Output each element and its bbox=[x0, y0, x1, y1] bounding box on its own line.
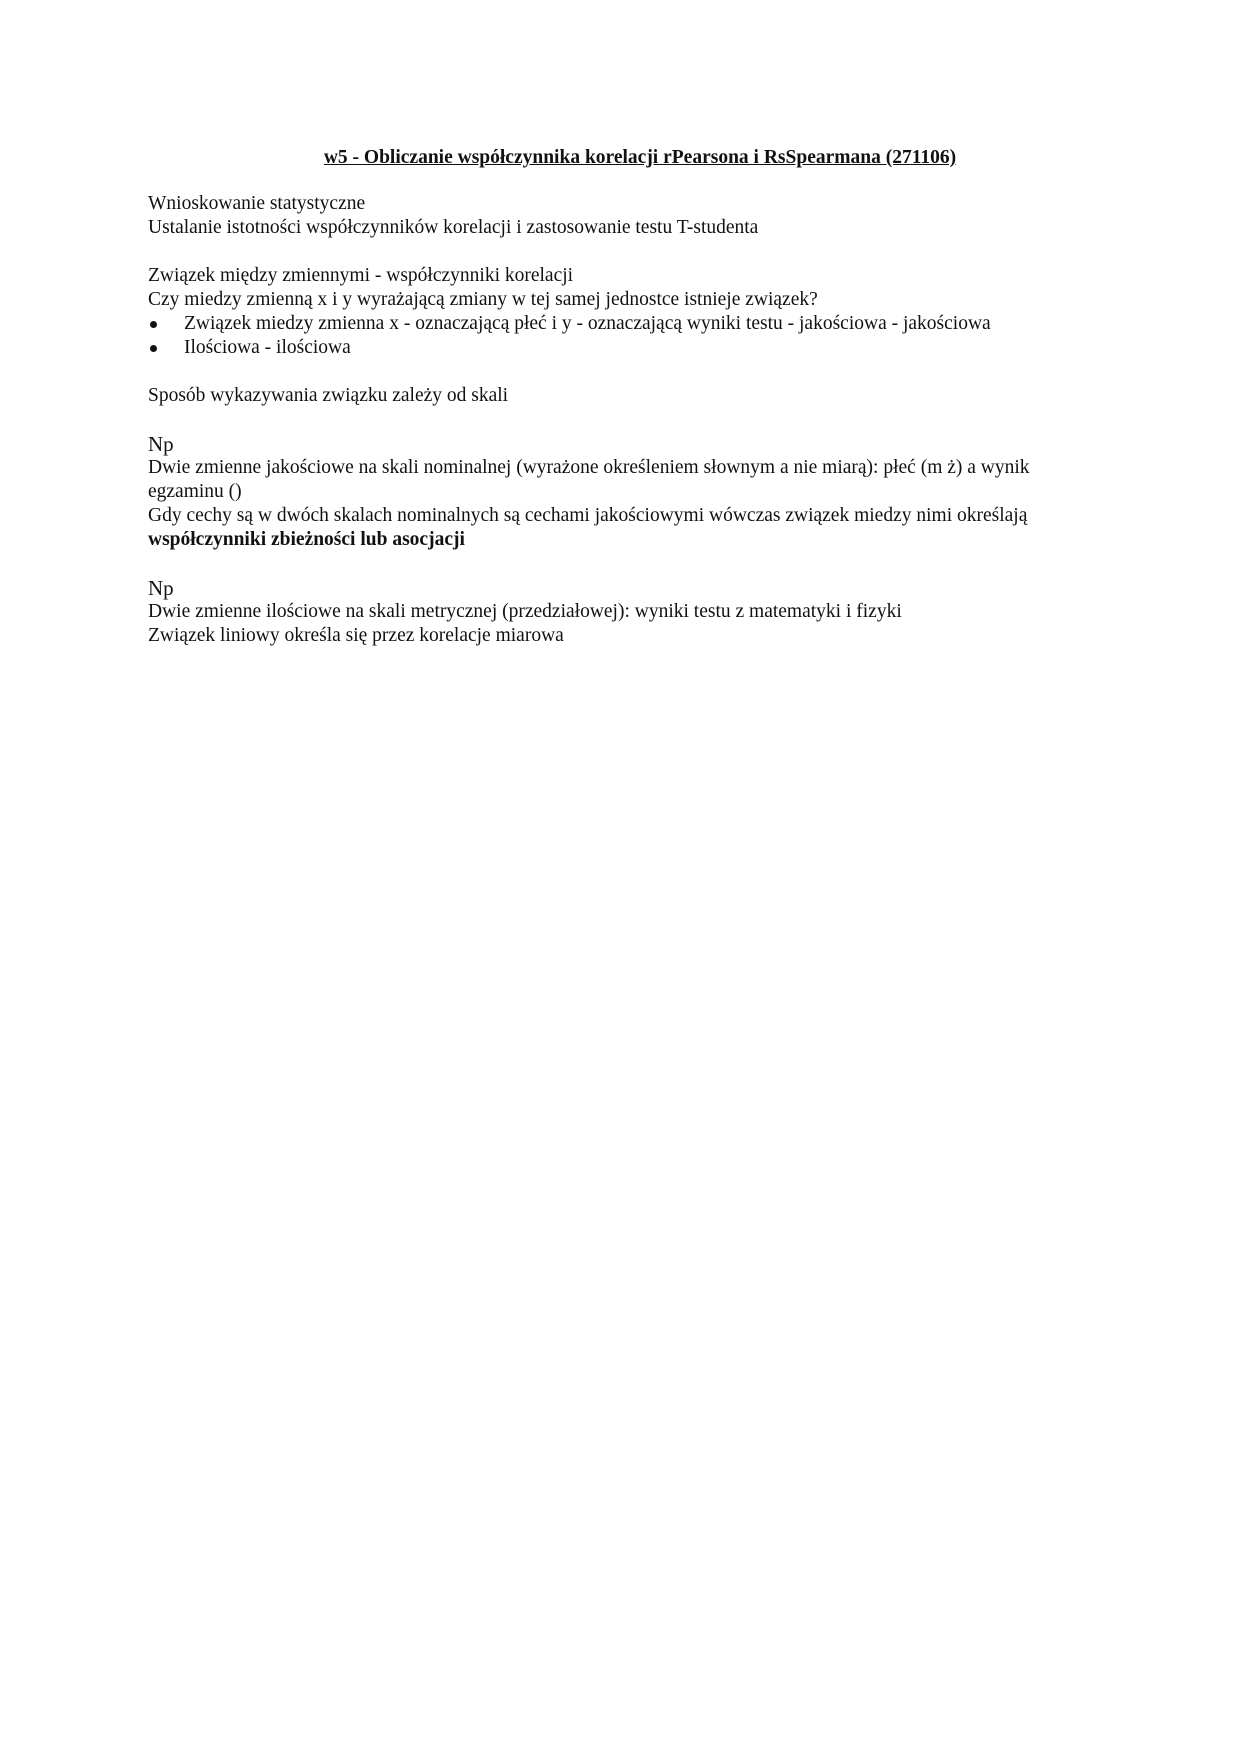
example-heading: Np bbox=[148, 432, 174, 456]
document-content bbox=[148, 146, 1108, 672]
example-heading: Np bbox=[148, 576, 174, 600]
bullet-icon bbox=[150, 321, 157, 328]
text-line: Czy miedzy zmienną x i y wyrażającą zmiany w tej samej jednostce istnieje związek? bbox=[148, 289, 818, 310]
section-example-metric bbox=[148, 576, 1108, 648]
text-line: Gdy cechy są w dwóch skalach nominalnych są cechami jakościowymi wówczas związek miedzy nimi określają bbox=[148, 505, 1028, 526]
section-inference bbox=[148, 192, 1108, 240]
bold-text-line: współczynniki zbieżności lub asocjacji bbox=[148, 529, 465, 550]
list-item-text: Związek miedzy zmienna x - oznaczającą płeć i y - oznaczającą wyniki testu - jakościowa - jakościowa bbox=[184, 313, 991, 334]
text-line: Sposób wykazywania związku zależy od skali bbox=[148, 385, 509, 406]
section-relationship bbox=[148, 264, 1108, 360]
text-line: Ustalanie istotności współczynników korelacji i zastosowanie testu T-studenta bbox=[148, 217, 759, 238]
bullet-list bbox=[148, 312, 1108, 360]
page-title: w5 - Obliczanie współczynnika korelacji rPearsona i RsSpearmana (271106) bbox=[323, 147, 957, 168]
list-item bbox=[148, 336, 1108, 360]
text-line: Związek między zmiennymi - współczynniki korelacji bbox=[148, 265, 574, 286]
list-item-text: Ilościowa - ilościowa bbox=[184, 337, 351, 358]
list-item bbox=[148, 312, 1108, 336]
text-line: Wnioskowanie statystyczne bbox=[148, 193, 366, 214]
text-line: Związek liniowy określa się przez korelacje miarowa bbox=[148, 625, 564, 646]
bullet-icon bbox=[150, 345, 157, 352]
text-line: Dwie zmienne jakościowe na skali nominalnej (wyrażone określeniem słownym a nie miarą): płeć (m ż) a wynik egzaminu () bbox=[148, 457, 1030, 502]
section-scale bbox=[148, 384, 1108, 408]
text-line: Dwie zmienne ilościowe na skali metrycznej (przedziałowej): wyniki testu z matematyki i fizyki bbox=[148, 601, 902, 622]
section-example-nominal bbox=[148, 432, 1108, 552]
